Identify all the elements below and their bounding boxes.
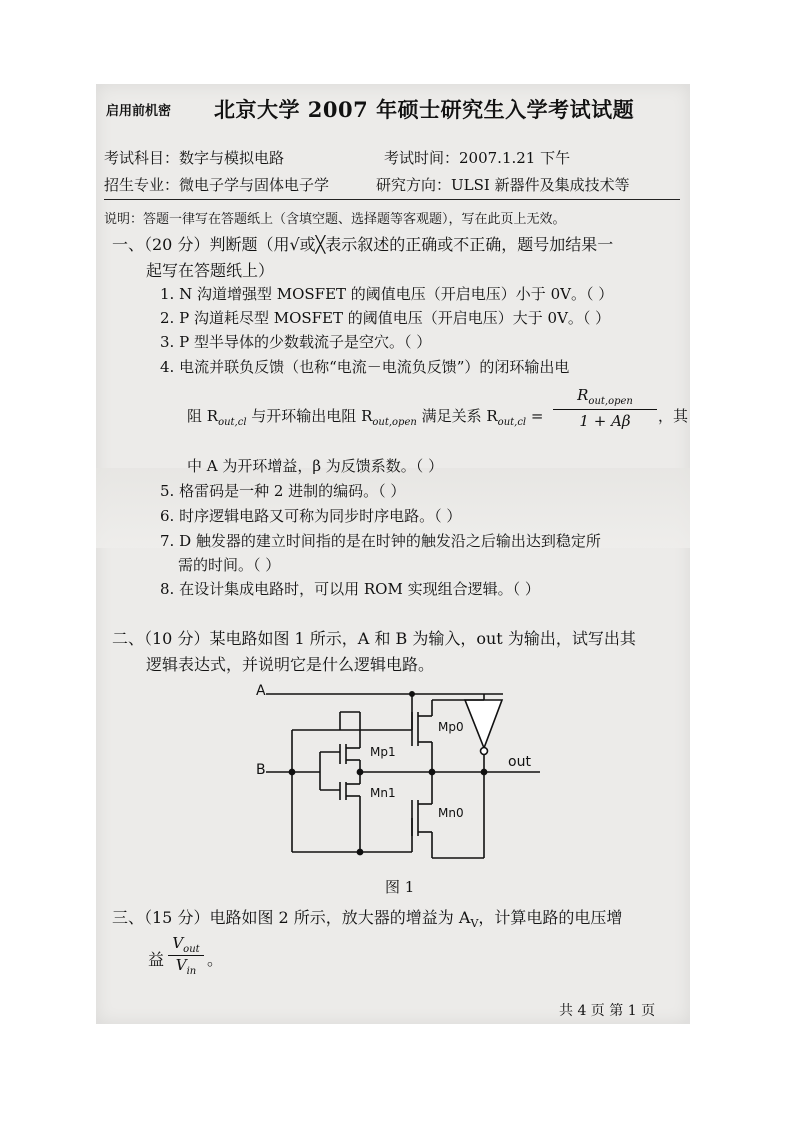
exam-title: 北京大学 2007 年硕士研究生入学考试试题 (214, 97, 635, 122)
section2-heading: 二、（10 分）某电路如图 1 所示，A 和 B 为输入，out 为输出，试写出其 (112, 629, 636, 648)
logic-circuit-diagram (248, 676, 564, 874)
feedback-fraction: $R_{out,open}$ 1 + Aβ (553, 386, 657, 430)
input-b-label: B (256, 762, 266, 778)
question-item: 4. 电流并联负反馈（也称“电流－电流负反馈”）的闭环输出电 (160, 358, 570, 376)
question-item-formula-line: 阻 $R_{out,cl}$ 与开环输出电阻 $R_{out,open}$ 满足关系 $R_{out,cl}$ = (187, 407, 544, 428)
question-item: 7. D 触发器的建立时间指的是在时钟的触发沿之后输出达到稳定所 (160, 532, 601, 550)
mp0-label: Mp0 (438, 720, 464, 734)
exam-subject: 考试科目：数字与模拟电路 (104, 149, 285, 167)
input-a-label: A (256, 683, 266, 699)
exam-direction: 研究方向：ULSI 新器件及集成技术等 (376, 176, 630, 194)
question-item: 5. 格雷码是一种 2 进制的编码。（ ） (160, 482, 406, 500)
mp1-label: Mp1 (370, 745, 396, 759)
section3-gain-suffix: 。 (207, 950, 224, 969)
question-item: 6. 时序逻辑电路又可称为同步时序电路。（ ） (160, 507, 462, 525)
exam-time: 考试时间：2007.1.21 下午 (384, 149, 571, 167)
exam-major: 招生专业：微电子学与固体电子学 (104, 176, 330, 194)
question-item: 2. P 沟道耗尽型 MOSFET 的阈值电压（开启电压）大于 0V。（ ） (160, 309, 611, 327)
figure-1-caption: 图 1 (385, 878, 415, 896)
mn0-label: Mn0 (438, 806, 464, 820)
question-item: 中 A 为开环增益，β 为反馈系数。（ ） (187, 457, 444, 475)
section1-heading-cont: 起写在答题纸上） (146, 261, 275, 280)
instructions-note: 说明：答题一律写在答题纸上（含填空题、选择题等客观题），写在此页上无效。 (104, 212, 566, 227)
question-item: 3. P 型半导体的少数载流子是空穴。（ ） (160, 333, 432, 351)
section3-gain-prefix: 益 (148, 950, 165, 969)
output-label: out (508, 754, 531, 770)
question-item: 8. 在设计集成电路时，可以用 ROM 实现组合逻辑。（ ） (160, 580, 540, 598)
question-item-tail: ，其 (658, 407, 689, 425)
header-rule (104, 199, 680, 200)
section1-heading: 一、（20 分）判断题（用√或╳表示叙述的正确或不正确，题号加结果一 (112, 235, 614, 254)
voltage-gain-fraction: $V_{out}$ $V_{in}$ (168, 934, 204, 977)
page-footer: 共 4 页 第 1 页 (559, 1003, 656, 1019)
question-item: 1. N 沟道增强型 MOSFET 的阈值电压（开启电压）小于 0V。（ ） (160, 285, 614, 303)
mn1-label: Mn1 (370, 786, 396, 800)
confidential-label: 启用前机密 (106, 104, 172, 119)
section3-heading: 三、（15 分）电路如图 2 所示，放大器的增益为 $A_V$，计算电路的电压增 (112, 908, 623, 931)
question-item: 需的时间。（ ） (178, 556, 281, 574)
section2-heading-cont: 逻辑表达式，并说明它是什么逻辑电路。 (146, 655, 435, 674)
